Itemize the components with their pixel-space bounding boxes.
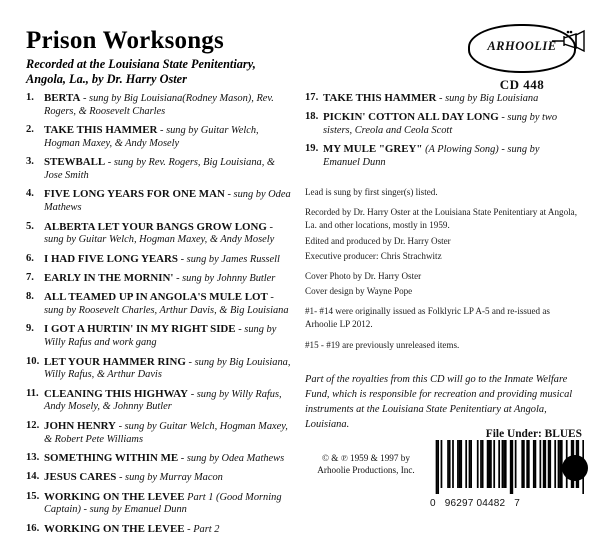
track-number: 1. — [26, 92, 34, 103]
track-body — [44, 188, 292, 215]
track-body — [44, 272, 292, 286]
copyright-line-2: Arhoolie Productions, Inc. — [317, 465, 415, 476]
tracklist-right — [305, 92, 577, 176]
track-item — [26, 523, 292, 537]
file-under-label: File Under: BLUES — [485, 428, 582, 440]
copyright-line-1: © & ℗ 1959 & 1997 by — [322, 453, 410, 463]
header — [26, 28, 446, 87]
note-producer: Edited and produced by Dr. Harry Oster — [305, 235, 451, 246]
track-body — [44, 452, 292, 466]
track-body — [44, 356, 292, 383]
track-credit: - sung by Johnny Butler — [176, 272, 276, 284]
track-title: EARLY IN THE MORNIN' — [44, 271, 174, 284]
track-body — [44, 471, 292, 485]
track-title: I GOT A HURTIN' IN MY RIGHT SIDE — [44, 323, 236, 336]
track-body — [44, 221, 292, 248]
track-credit: - sung by Guitar Welch, Hogman Maxey, & Andy Mosely — [44, 125, 259, 149]
track-credit: - sung by Roosevelt Charles, Arthur Davis, & Big Louisiana — [44, 292, 289, 317]
track-credit: - sung by Guitar Welch, Hogman Maxey, & Andy Mosely — [44, 221, 275, 246]
trumpet-icon — [550, 28, 588, 59]
track-item — [26, 124, 292, 151]
track-title: JOHN HENRY — [44, 419, 116, 432]
tracklist-left — [26, 92, 292, 542]
note-lead-singer: Lead is sung by first singer(s) listed. — [305, 187, 438, 197]
track-item — [26, 420, 292, 447]
track-credit: - Part 2 — [187, 523, 220, 535]
track-credit: - sung by Willy Rafus and work gang — [44, 324, 277, 349]
track-item — [26, 92, 292, 119]
track-title: FIVE LONG YEARS FOR ONE MAN — [44, 188, 225, 201]
track-credit: - sung by Murray Macon — [118, 472, 223, 484]
track-credit: - sung by Big Louisiana — [439, 93, 539, 104]
track-credit: - sung by Rev. Rogers, Big Louisiana, & Jose Smith — [44, 157, 275, 182]
track-title: JESUS CARES — [44, 471, 117, 484]
track-number: 4. — [26, 188, 34, 200]
track-body — [44, 420, 292, 447]
track-body — [44, 523, 292, 537]
reissue-note-2: #15 - #19 are previously unreleased items. — [305, 339, 460, 350]
track-item — [26, 356, 292, 383]
track-item — [26, 452, 292, 466]
track-item — [305, 92, 577, 106]
subtitle-line-1: Recorded at the Louisiana State Penitentiary, — [26, 57, 256, 72]
track-credit: - sung by James Russell — [180, 253, 280, 265]
track-title: TAKE THIS HAMMER — [323, 92, 437, 104]
track-body — [44, 491, 292, 518]
credit-cover-photo: Cover Photo by Dr. Harry Oster — [305, 270, 422, 281]
track-title: WORKING ON THE LEVEE — [44, 522, 185, 535]
track-number: 9. — [26, 323, 34, 335]
subtitle-line-2: Angola, La., by Dr. Harry Oster — [26, 72, 187, 87]
page-title: Prison Worksongs — [26, 27, 224, 54]
track-credit: - sung by Odea Mathews — [44, 189, 291, 214]
track-body — [323, 111, 577, 138]
track-credit: - sung by Willy Rafus, Andy Mosely, & Johnny Butler — [44, 388, 282, 413]
track-title: CLEANING THIS HIGHWAY — [44, 387, 189, 400]
track-number: 2. — [26, 124, 34, 136]
track-number: 16. — [26, 522, 40, 534]
barcode-block — [428, 440, 586, 509]
track-item — [305, 143, 577, 170]
note-recording: Recorded by Dr. Harry Oster at the Louisiana State Penitentiary at Angola, La. and other locations, mostly in 1959. — [305, 207, 577, 231]
track-number: 12. — [26, 419, 40, 431]
subtitle — [26, 57, 446, 87]
track-title: TAKE THIS HAMMER — [44, 124, 158, 137]
track-title: SOMETHING WITHIN ME — [44, 451, 179, 464]
track-number: 8. — [26, 291, 34, 303]
track-title: MY MULE "GREY" — [323, 143, 423, 156]
track-number: 15. — [26, 490, 40, 502]
track-body — [44, 388, 292, 415]
track-item — [26, 156, 292, 183]
track-credit: - sung by Big Louisiana, Willy Rafus, & Arthur Davis — [44, 356, 291, 381]
track-credit: - sung by Guitar Welch, Hogman Maxey, & Robert Pete Williams — [44, 420, 288, 445]
label-logo — [462, 24, 582, 93]
track-item — [26, 491, 292, 518]
track-title: WORKING ON THE LEVEE — [44, 490, 185, 503]
reissue-note-1: #1- #14 were originally issued as Folklyric LP A-5 and re-issued as Arhoolie LP 2012. — [305, 306, 550, 330]
brand-name: ARHOOLIE — [487, 39, 557, 53]
logo-oval — [468, 24, 576, 73]
barcode-digit-right: 7 — [514, 498, 520, 509]
track-body — [323, 92, 577, 106]
note-executive-producer: Executive producer: Chris Strachwitz — [305, 250, 442, 261]
track-number: 19. — [305, 143, 319, 155]
track-item — [26, 221, 292, 248]
track-title: STEWBALL — [44, 156, 106, 169]
track-number: 11. — [26, 387, 39, 399]
track-body — [44, 291, 292, 318]
track-item — [26, 388, 292, 415]
track-number: 18. — [305, 111, 319, 123]
track-number: 7. — [26, 271, 34, 283]
track-title: BERTA — [44, 92, 81, 104]
track-body — [44, 92, 292, 119]
printers-dot — [562, 455, 588, 481]
track-body — [44, 253, 292, 267]
catalog-number: CD 448 — [499, 77, 545, 92]
barcode-digit-left: 0 — [430, 498, 436, 509]
track-number: 6. — [26, 252, 34, 264]
track-credit: - sung by Big Louisiana(Rodney Mason), Rev. Rogers, & Roosevelt Charles — [44, 93, 274, 117]
track-item — [26, 471, 292, 485]
track-title: ALL TEAMED UP IN ANGOLA'S MULE LOT — [44, 291, 268, 304]
track-number: 10. — [26, 355, 40, 367]
track-body — [44, 156, 292, 183]
track-number: 17. — [305, 92, 319, 103]
track-title: ALBERTA LET YOUR BANGS GROW LONG — [44, 220, 267, 233]
credit-cover-design: Cover design by Wayne Pope — [305, 286, 413, 297]
liner-notes — [305, 186, 577, 354]
track-title: PICKIN' COTTON ALL DAY LONG — [323, 111, 499, 124]
track-item — [26, 253, 292, 267]
track-item — [26, 272, 292, 286]
track-credit: - sung by two sisters, Creola and Ceola Scott — [323, 112, 558, 137]
barcode-digits-main: 96297 04482 — [444, 498, 506, 509]
track-credit: Part 1 (Good Morning Captain) - sung by Emanuel Dunn — [44, 491, 282, 516]
track-item — [26, 323, 292, 350]
track-credit: - sung by Odea Mathews — [180, 452, 285, 464]
track-credit: (A Plowing Song) - sung by Emanuel Dunn — [323, 144, 540, 169]
track-item — [26, 291, 292, 318]
track-number: 13. — [26, 451, 40, 463]
track-number: 14. — [26, 471, 40, 483]
track-body — [44, 124, 292, 151]
royalty-statement: Part of the royalties from this CD will go to the Inmate Welfare Fund, which is responsible for recreation and providing musical instruments at the Louisiana State Penitentiary at Angola, Louisiana. — [305, 374, 573, 431]
track-item — [305, 111, 577, 138]
copyright-block — [306, 452, 426, 477]
track-number: 5. — [26, 220, 34, 232]
barcode-digits — [428, 498, 586, 509]
track-item — [26, 188, 292, 215]
track-number: 3. — [26, 156, 34, 168]
track-body — [323, 143, 577, 170]
track-body — [44, 323, 292, 350]
track-title: LET YOUR HAMMER RING — [44, 355, 186, 368]
track-title: I HAD FIVE LONG YEARS — [44, 252, 178, 265]
